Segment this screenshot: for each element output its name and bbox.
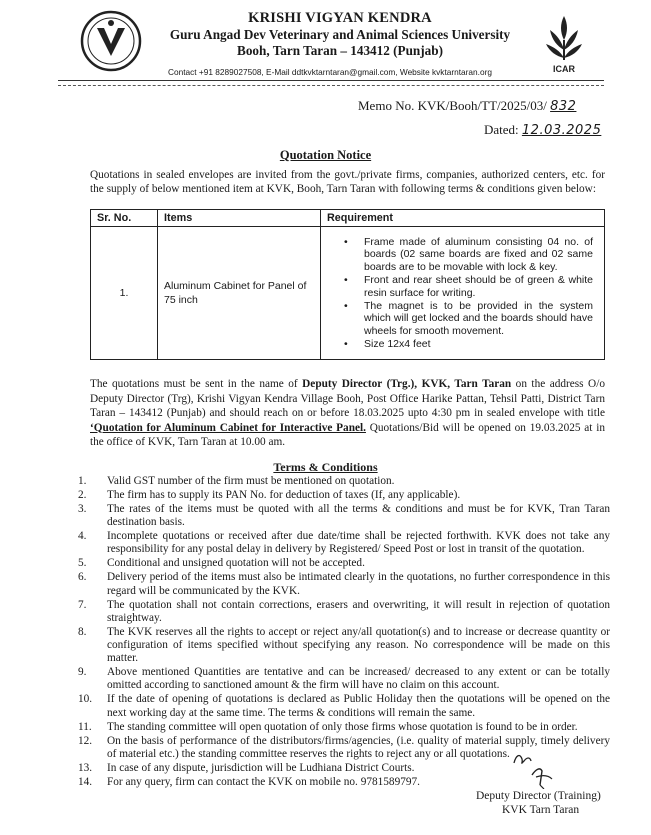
memo-number: 832 — [550, 99, 577, 114]
term-item: 4. Incomplete quotations or received after due date/time shall be rejected forthwith. KVK does not take any responsibility for any postal delay in delivery by Registered/ Speed Post or lost in transit of the quotation. — [78, 530, 610, 556]
university-name: Guru Angad Dev Veterinary and Animal Sciences University — [169, 27, 511, 42]
signatory-title: Deputy Director (Training) — [476, 790, 601, 802]
term-item: 10. If the date of opening of quotations is declared as Public Holiday then the quotations will be opened on the next working day at the same time. The terms & conditions will remain the same. — [78, 693, 610, 719]
term-item: 13. In case of any dispute, jurisdiction will be Ludhiana District Courts. — [78, 761, 415, 774]
term-item: 1. Valid GST number of the firm must be mentioned on quotation. — [78, 475, 395, 487]
term-item: 12. On the basis of performance of the distributors/firms/agencies, (i.e. quality of material supply, timely delivery of material etc.) the standing committee reserves the rights to reject any or all quotations. — [78, 734, 610, 760]
row-requirements — [321, 227, 605, 360]
signatory-office: KVK Tarn Taran — [502, 804, 580, 816]
submission-text: The quotations must be sent in the name of — [90, 378, 303, 390]
header-items: Items — [158, 210, 321, 227]
terms-list — [78, 475, 610, 790]
date-line — [484, 122, 601, 138]
university-logo — [80, 10, 142, 72]
table-row — [91, 227, 605, 360]
items-table — [90, 209, 605, 360]
memo-label: Memo No. KVK/Booh/TT/2025/03/ — [358, 98, 547, 113]
header-divider — [58, 80, 604, 81]
requirement-item: • The magnet is to be provided in the system which will get locked and the boards should have wheels for smooth movement. — [344, 300, 593, 337]
submission-paragraph — [90, 377, 605, 450]
date-value: 12.03.2025 — [521, 123, 602, 138]
submission-text: on the address O/o Deputy Director (Trg), Krishi Vigyan Kendra Village Booh, Post Office Harike Pattan, Tehsil Patti, District Tarn Taran – 143412 (Punjab) and should reach on or before 18.03.2025 upto 4:30 pm in sealed envelope with title — [90, 378, 605, 419]
row-sr-no: 1. — [91, 227, 158, 360]
term-item: 11. The standing committee will open quotation of only those firms whose quotation is found to be in order. — [78, 720, 578, 733]
icar-logo-text: ICAR — [553, 64, 575, 74]
header-requirement: Requirement — [321, 210, 605, 227]
requirement-item: • Front and rear sheet should be of green & white resin surface for writing. — [344, 274, 593, 299]
memo-line — [358, 98, 576, 114]
row-item: Aluminum Cabinet for Panel of 75 inch — [158, 227, 321, 360]
requirement-list — [322, 228, 603, 358]
term-item: 7. The quotation shall not contain corrections, erasers and overwriting, it will result in rejection of quotation straightway. — [78, 598, 610, 624]
org-address: Booh, Tarn Taran – 143412 (Punjab) — [237, 43, 443, 58]
requirement-item: • Size 12x4 feet — [344, 338, 593, 350]
contact-line: Contact +91 8289027508, E-Mail ddtkvktarntaran@gmail.com, Website kvktarntaran.org — [168, 67, 492, 77]
date-label: Dated: — [484, 122, 519, 137]
submission-addressee: Deputy Director (Trg.), KVK, Tarn Taran — [302, 378, 512, 390]
submission-title: ‘Quotation for Aluminum Cabinet for Interactive Panel. — [90, 421, 366, 434]
term-item: 6. Delivery period of the items must also be intimated clearly in the quotations, no further correspondence in this regard will be communicated by the KVK. — [78, 571, 610, 597]
org-name: KRISHI VIGYAN KENDRA — [248, 10, 432, 26]
term-item: 2. The firm has to supply its PAN No. for deduction of taxes (If, any applicable). — [78, 489, 461, 501]
table-header-row — [91, 210, 605, 227]
notice-title: Quotation Notice — [279, 148, 372, 162]
term-item: 14. For any query, firm can contact the KVK on mobile no. 9781589797. — [78, 775, 421, 788]
term-item: 3. The rates of the items must be quoted with all the terms & conditions and must be for KVK, Tran Taran destination basis. — [78, 503, 610, 529]
intro-paragraph: Quotations in sealed envelopes are invited from the govt./private firms, companies, authorized centers, etc. for the supply of below mentioned item at KVK, Booh, Tarn Taran with following terms & conditions given below: — [90, 169, 605, 195]
header-divider-dashed — [58, 85, 604, 86]
term-item: 9. Above mentioned Quantities are tentative and can be increased/ decreased to any extent or can be totally omitted according to sanctioned amount & the firm will have no claim on this account. — [78, 666, 610, 692]
requirement-item: • Frame made of aluminum consisting 04 no. of boards (02 same boards are fixed and 02 same boards are to be movable with lock & key. — [344, 236, 593, 273]
handwritten-signature — [510, 745, 580, 789]
submission-text: Quotations/Bid will be opened on 19.03.2025 at in the office of KVK, Tarn Taran at 10.00 am. — [90, 421, 605, 448]
header-sr-no: Sr. No. — [91, 210, 158, 227]
term-item: 5. Conditional and unsigned quotation will not be accepted. — [78, 557, 365, 570]
terms-title: Terms & Conditions — [273, 460, 378, 474]
letterhead — [150, 10, 530, 59]
term-item: 8. The KVK reserves all the rights to accept or reject any/all quotation(s) and to increase or decrease quantity or configuration of items specified without specifying any reason. No correspondence will be made on this matter. — [78, 625, 610, 665]
